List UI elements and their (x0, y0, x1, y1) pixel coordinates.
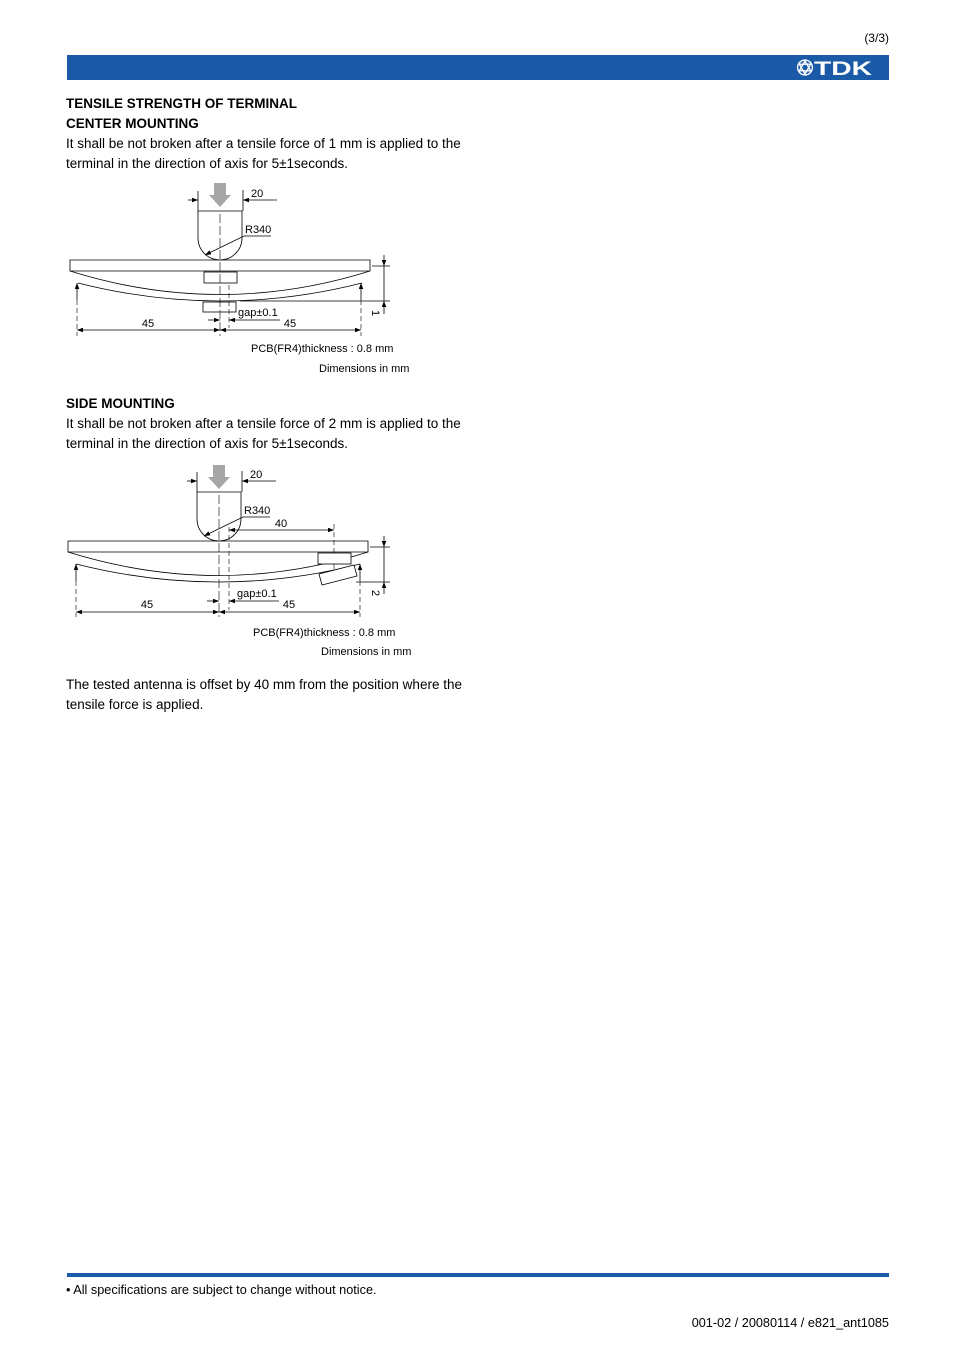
closing-note (66, 675, 462, 715)
deflection-label: 2 (369, 589, 381, 597)
radius-label: R340 (244, 505, 271, 517)
pcb-note: PCB(FR4)thickness : 0.8 mm (251, 343, 394, 355)
header-bar (67, 55, 889, 80)
width-label: 20 (251, 188, 264, 200)
text-line: tensile force is applied. (66, 697, 204, 712)
pcb-board (68, 541, 368, 552)
center-mounting-text (66, 134, 461, 174)
text-line: terminal in the direction of axis for 5±1seconds. (66, 156, 349, 171)
section-title: TENSILE STRENGTH OF TERMINAL (66, 96, 297, 111)
document-code: 001-02 / 20080114 / e821_ant1085 (691, 1316, 889, 1330)
right-span-label: 45 (283, 318, 297, 330)
center-mounting-heading: CENTER MOUNTING (66, 116, 199, 131)
right-span-label: 45 (282, 599, 296, 611)
text-line: terminal in the direction of axis for 5±1seconds. (66, 436, 349, 451)
center-mounting-diagram (60, 178, 400, 340)
force-arrow-icon (209, 183, 231, 207)
tdk-logo (795, 57, 875, 78)
pcb-note: PCB(FR4)thickness : 0.8 mm (253, 627, 396, 639)
radius-label: R340 (245, 224, 272, 236)
tdk-logo-mark-icon (798, 60, 813, 75)
side-mounting-text (66, 414, 461, 454)
width-label: 20 (250, 469, 263, 481)
gap-label: gap±0.1 (237, 588, 277, 600)
gap-label: gap±0.1 (238, 307, 278, 319)
text-line: The tested antenna is offset by 40 mm from the position where the (66, 677, 462, 692)
side-mounting-heading: SIDE MOUNTING (66, 396, 175, 411)
antenna-chip-deflected (319, 565, 357, 585)
left-span-label: 45 (141, 318, 155, 330)
units-note: Dimensions in mm (321, 646, 412, 658)
text-line: It shall be not broken after a tensile force of 1 mm is applied to the (66, 136, 461, 151)
text-line: It shall be not broken after a tensile force of 2 mm is applied to the (66, 416, 461, 431)
units-note: Dimensions in mm (319, 363, 410, 375)
antenna-chip (318, 553, 351, 564)
footer-rule (67, 1273, 889, 1277)
tdk-logo-text: TDK (814, 58, 872, 80)
offset-label: 40 (274, 518, 288, 530)
antenna-chip (204, 272, 237, 283)
left-span-label: 45 (140, 599, 154, 611)
deflection-label: 1 (369, 309, 381, 317)
force-arrow-icon (208, 465, 230, 489)
page-number: (3/3) (864, 31, 889, 45)
pcb-bent-lower (76, 564, 360, 582)
side-mounting-diagram (60, 459, 400, 621)
footer-notice: • All specifications are subject to change without notice. (66, 1283, 377, 1297)
antenna-chip-deflected (203, 302, 236, 312)
